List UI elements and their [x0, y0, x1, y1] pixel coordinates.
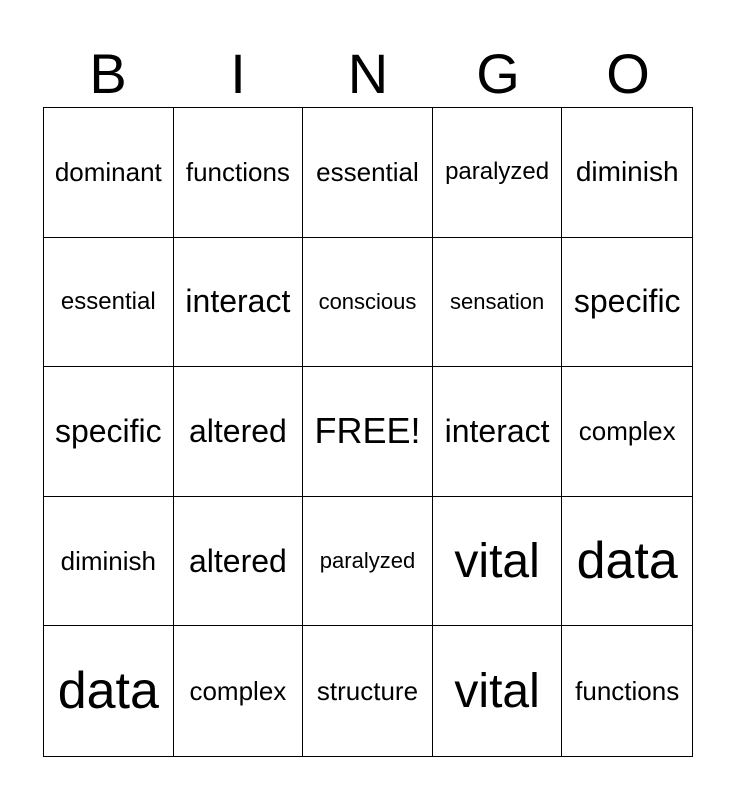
header-letter-g: G: [476, 42, 520, 105]
bingo-cell[interactable]: paralyzed: [433, 108, 563, 238]
bingo-cell[interactable]: diminish: [44, 497, 174, 627]
bingo-cell[interactable]: specific: [562, 238, 692, 368]
bingo-cell[interactable]: altered: [174, 367, 304, 497]
header-letter-i: I: [230, 42, 246, 105]
header-letter-o: O: [606, 42, 650, 105]
bingo-header: [43, 40, 693, 108]
bingo-board: [43, 107, 693, 757]
bingo-cell[interactable]: altered: [174, 497, 304, 627]
bingo-cell[interactable]: vital: [433, 497, 563, 627]
bingo-cell[interactable]: data: [44, 626, 174, 756]
bingo-cell[interactable]: data: [562, 497, 692, 627]
header-letter-n: N: [347, 42, 389, 105]
bingo-cell[interactable]: dominant: [44, 108, 174, 238]
bingo-cell[interactable]: complex: [562, 367, 692, 497]
bingo-cell[interactable]: specific: [44, 367, 174, 497]
bingo-cell[interactable]: functions: [174, 108, 304, 238]
bingo-cell[interactable]: essential: [44, 238, 174, 368]
bingo-cell[interactable]: functions: [575, 675, 680, 706]
bingo-cell[interactable]: essential: [303, 108, 433, 238]
header-letter-b: B: [89, 42, 127, 105]
bingo-cell[interactable]: structure: [303, 626, 433, 756]
bingo-cell[interactable]: sensation: [433, 238, 563, 368]
bingo-cell[interactable]: interact: [433, 367, 563, 497]
free-space-cell[interactable]: FREE!: [303, 367, 433, 497]
bingo-cell[interactable]: paralyzed: [303, 497, 433, 627]
bingo-cell[interactable]: interact: [174, 238, 304, 368]
bingo-cell[interactable]: conscious: [303, 238, 433, 368]
bingo-cell[interactable]: vital: [433, 626, 563, 756]
bingo-cell[interactable]: complex: [174, 626, 304, 756]
bingo-cell[interactable]: diminish: [562, 108, 692, 238]
